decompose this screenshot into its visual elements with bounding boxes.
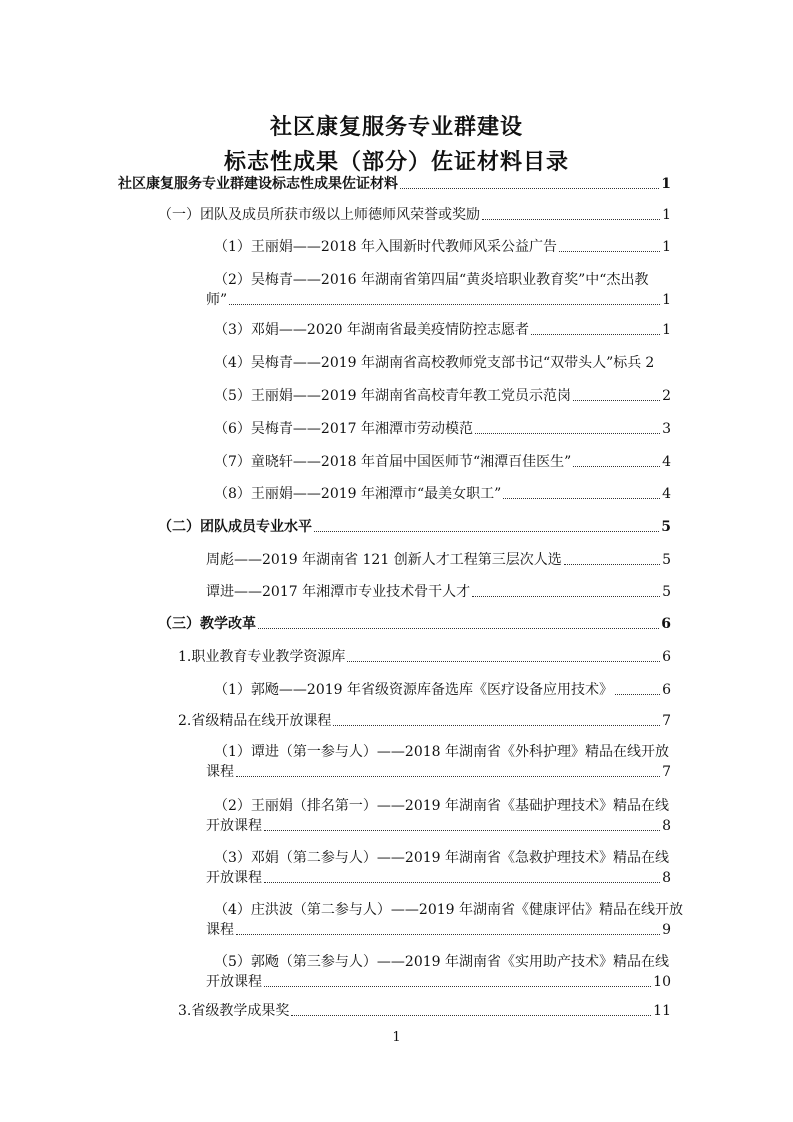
toc-entry-page: 1 (662, 207, 671, 223)
toc-entry (206, 270, 671, 310)
toc-entry (118, 174, 671, 194)
toc-entry-text: （三）教学改革 (158, 616, 256, 632)
toc-entry (206, 582, 671, 602)
toc-entry-page: 1 (661, 176, 671, 192)
toc-entry (206, 848, 671, 888)
toc-entry-page: 4 (662, 486, 671, 502)
toc-entry (158, 205, 671, 225)
toc-entry-page: 11 (653, 1003, 671, 1019)
toc-entry-text: （7）童晓轩——2018 年首届中国医师节“湘潭百佳医生” (214, 454, 572, 470)
toc-entry-text: （4）吴梅青——2019 年湖南省高校教师党支部书记“双带头人”标兵 (214, 355, 642, 371)
document-title-line1: 社区康复服务专业群建设 (269, 115, 523, 140)
toc-entry (214, 419, 671, 439)
toc-entry-page: 10 (653, 974, 671, 990)
toc-entry (206, 550, 671, 570)
toc-entry-text: 周彪——2019 年湖南省 121 创新人才工程第三层次人选 (206, 552, 562, 568)
toc-entry-text: （5）王丽娟——2019 年湖南省高校青年教工党员示范岗 (214, 388, 571, 404)
toc-entry-page: 6 (662, 649, 671, 665)
toc-entry-text-line1: （2）吴梅青——2016 年湖南省第四届“黄炎培职业教育奖”中“杰出教 (214, 272, 649, 288)
toc-entry (206, 900, 683, 940)
toc-entry-text-line1: （4）庄洪波（第二参与人）——2019 年湖南省《健康评估》精品在线开放 (214, 902, 683, 918)
toc-entry-text-line1: （5）郭飏（第三参与人）——2019 年湖南省《实用助产技术》精品在线 (214, 954, 669, 970)
toc-entry-text: （1）郭飏——2019 年省级资源库备选库《医疗设备应用技术》 (214, 682, 613, 698)
toc-entry-page: 8 (662, 870, 671, 886)
toc-entry-page: 9 (662, 922, 671, 938)
toc-entry-page: 4 (662, 454, 671, 470)
toc-entry-text: 开放课程 (206, 974, 262, 990)
toc-entry-page: 6 (661, 616, 671, 632)
toc-entry-page: 1 (662, 239, 671, 255)
toc-entry-page: 6 (662, 682, 671, 698)
toc-entry (206, 742, 671, 782)
toc-entry-page: 7 (662, 764, 671, 780)
toc-entry-text: （3）邓娟——2020 年湖南省最美疫情防控志愿者 (214, 322, 529, 338)
toc-entry-text: 课程 (206, 764, 234, 780)
toc-entry-text: 1.职业教育专业教学资源库 (178, 649, 346, 665)
document-title-line2: 标志性成果（部分）佐证材料目录 (223, 150, 569, 175)
toc-entry-page: 5 (662, 552, 671, 568)
toc-entry (214, 484, 671, 504)
toc-entry-page: 3 (662, 421, 671, 437)
toc-entry-text: （一）团队及成员所获市级以上师德师风荣誉或奖励 (158, 207, 480, 223)
toc-entry (214, 320, 671, 340)
toc-entry-text: （二）团队成员专业水平 (158, 519, 312, 535)
toc-entry-page: 5 (662, 584, 671, 600)
toc-entry-text: 2.省级精品在线开放课程 (178, 713, 332, 729)
toc-entry-text: 课程 (206, 922, 234, 938)
toc-entry (178, 647, 671, 667)
toc-entry-text: 谭进——2017 年湘潭市专业技术骨干人才 (206, 584, 471, 600)
toc-entry-text-line1: （2）王丽娟（排名第一）——2019 年湖南省《基础护理技术》精品在线 (214, 798, 669, 814)
toc-entry-text: 3.省级教学成果奖 (178, 1003, 290, 1019)
toc-entry-text-line1: （3）邓娟（第二参与人）——2019 年湖南省《急救护理技术》精品在线 (214, 850, 669, 866)
toc-entry (158, 614, 671, 634)
toc-entry-page: 1 (662, 322, 671, 338)
toc-entry-text: 开放课程 (206, 870, 262, 886)
toc-entry-page: 1 (662, 292, 671, 308)
toc-entry (206, 952, 671, 992)
toc-entry (214, 680, 671, 700)
toc-entry-text: 开放课程 (206, 818, 262, 834)
toc-entry (178, 1001, 671, 1021)
toc-entry-page: 7 (662, 713, 671, 729)
toc-entry-page: 5 (661, 519, 671, 535)
toc-entry (214, 386, 671, 406)
toc-entry (214, 452, 671, 472)
toc-entry (214, 353, 671, 373)
page-number: 1 (392, 1030, 401, 1045)
toc-entry-text: （6）吴梅青——2017 年湘潭市劳动模范 (214, 421, 473, 437)
toc-entry-page: 2 (645, 355, 655, 371)
toc-entry (214, 237, 671, 257)
toc-entry (206, 796, 671, 836)
toc-entry-text-line1: （1）谭进（第一参与人）——2018 年湖南省《外科护理》精品在线开放 (214, 744, 669, 760)
toc-entry-page: 2 (662, 388, 671, 404)
toc-entry-text: 社区康复服务专业群建设标志性成果佐证材料 (118, 176, 398, 192)
toc-entry (158, 517, 671, 537)
toc-entry (178, 711, 671, 731)
toc-entry-text: （8）王丽娟——2019 年湘潭市“最美女职工” (214, 486, 502, 502)
toc-entry-page: 8 (662, 818, 671, 834)
toc-entry-text: （1）王丽娟——2018 年入围新时代教师风采公益广告 (214, 239, 557, 255)
toc-entry-text: 师” (206, 292, 228, 308)
